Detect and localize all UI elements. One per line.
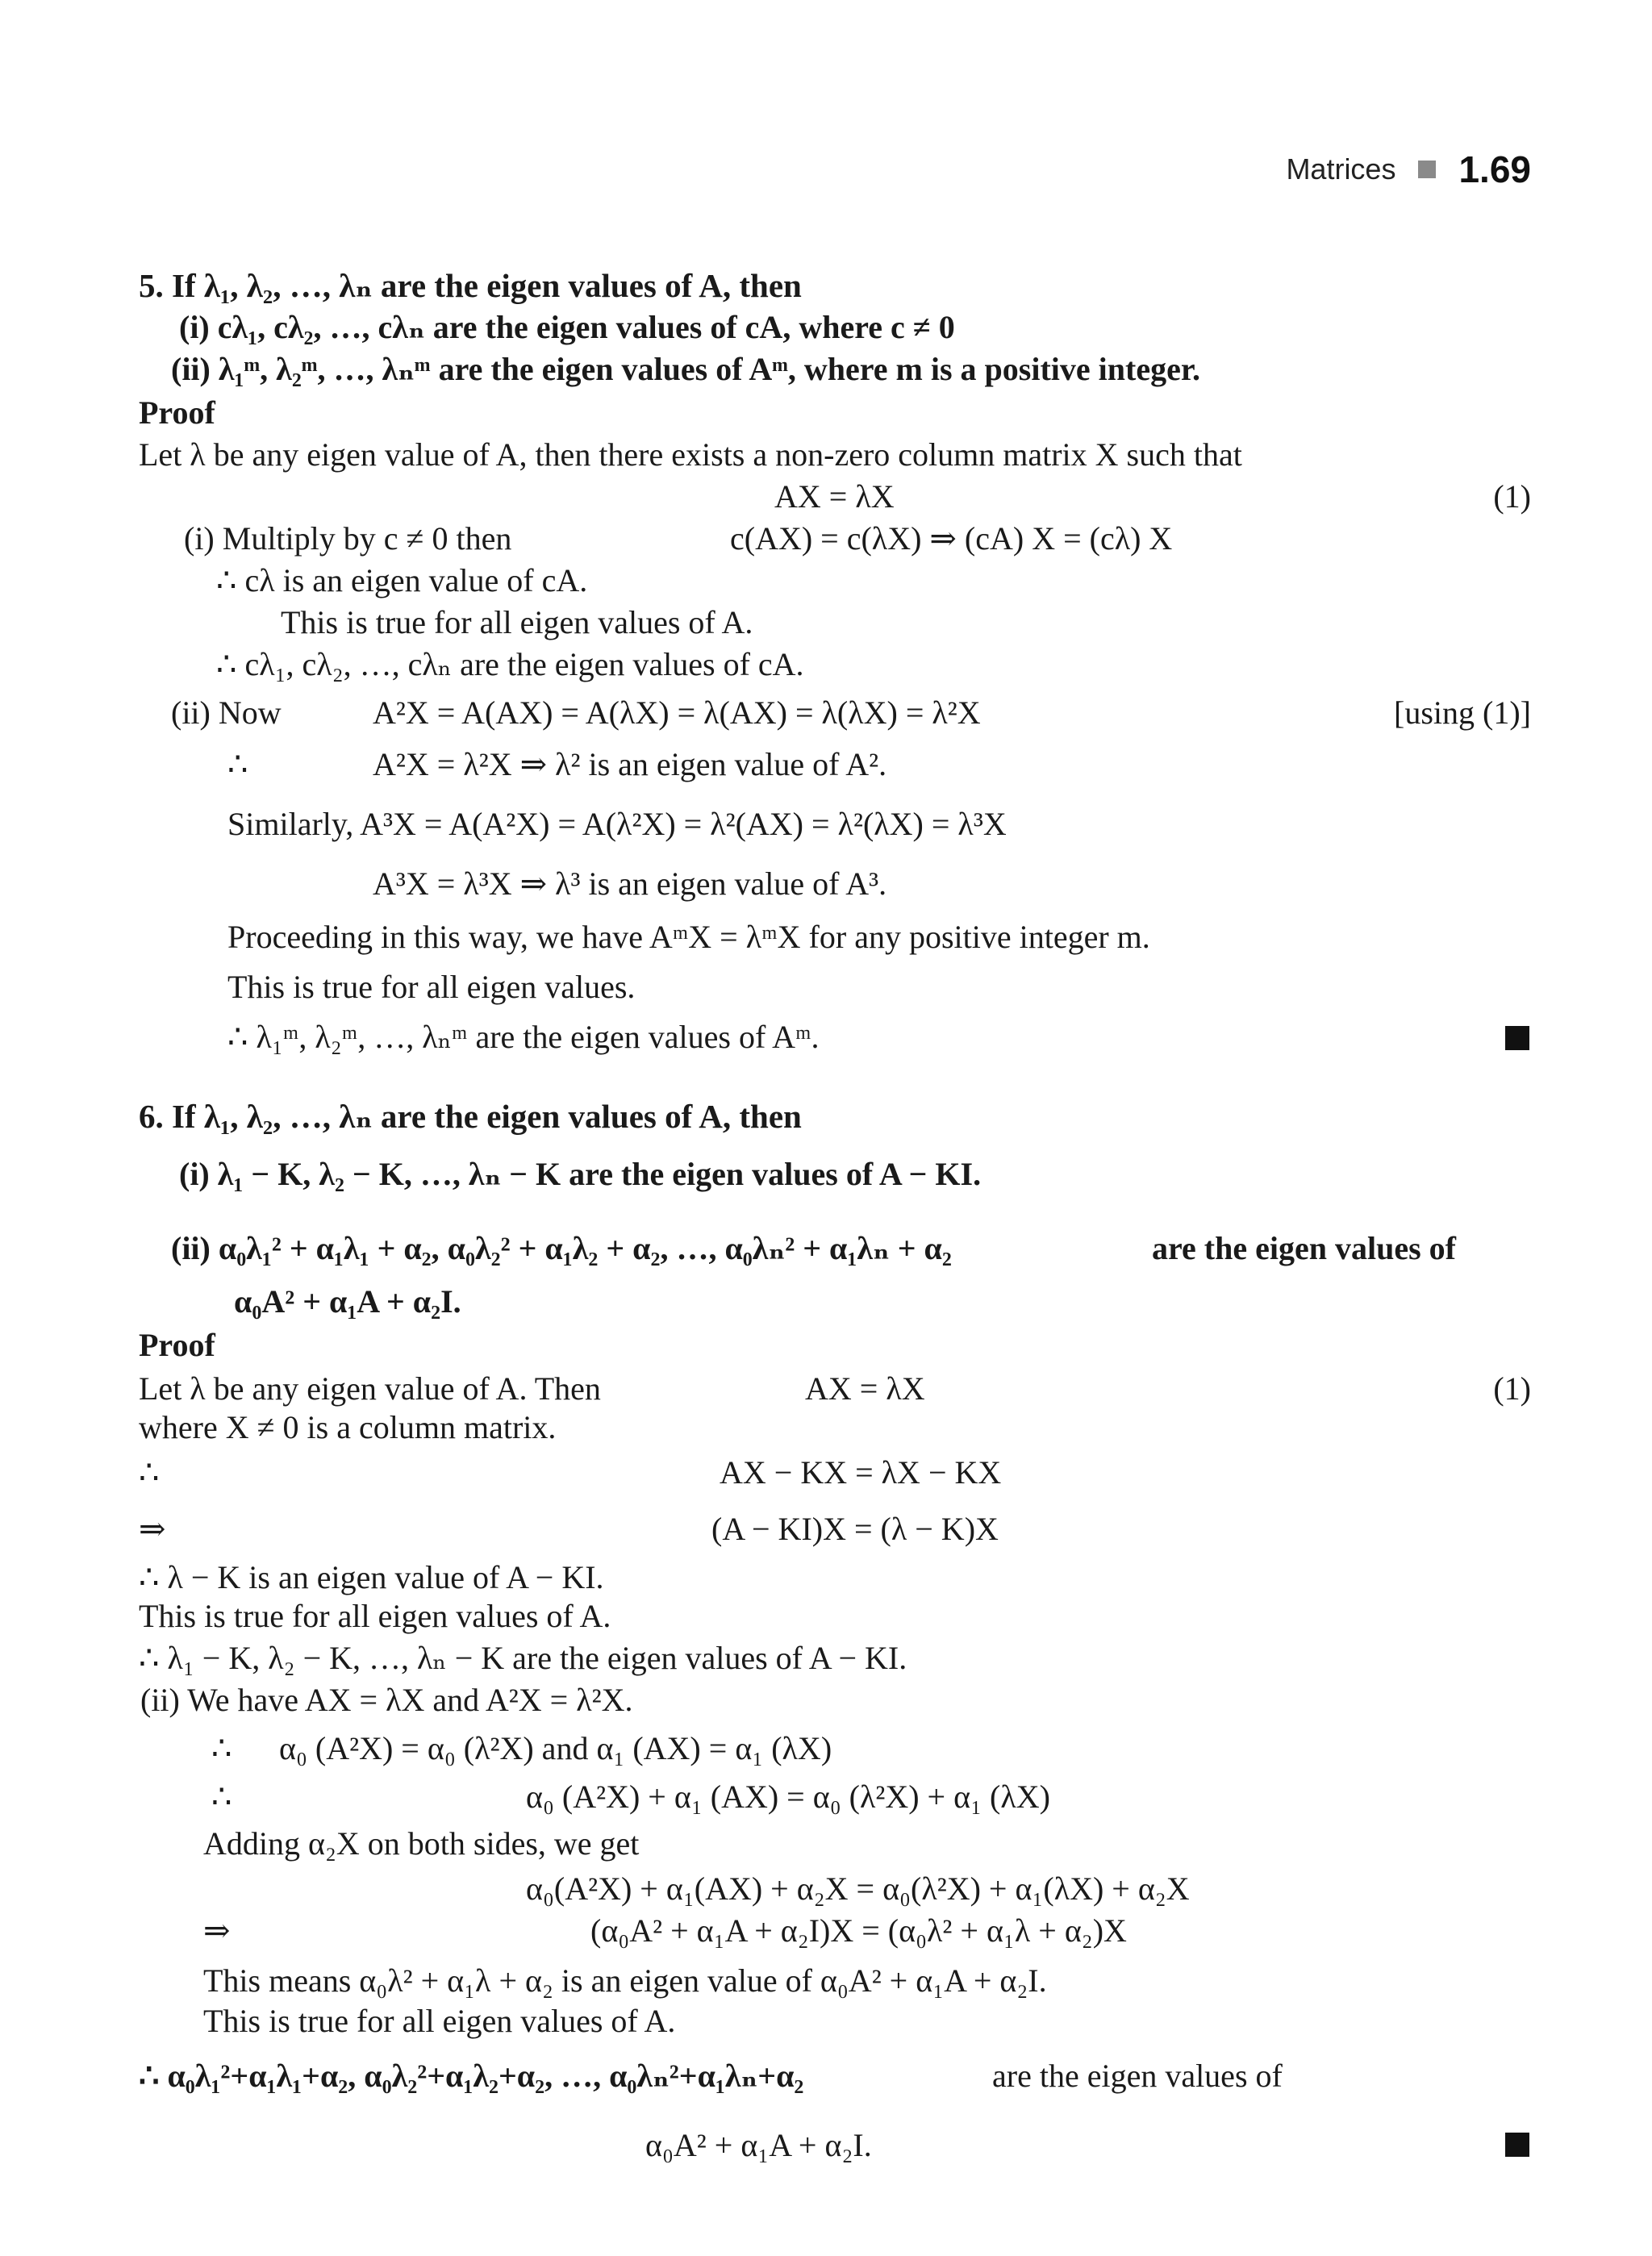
polynomial-eigen-statement: This means α₀λ² + α₁λ + α₂ is an eigen value of α₀A² + α₁A + α₂I.	[203, 1962, 1047, 1999]
proof-heading-6: Proof	[139, 1327, 215, 1363]
page-number: 1.69	[1458, 148, 1531, 190]
part-ii-square-equation: A²X = A(AX) = A(λX) = λ(AX) = λ(λX) = λ²X	[373, 694, 981, 731]
shift-equation: AX − KX = λX − KX	[720, 1454, 1002, 1491]
polynomial-matrix-equation: (α₀A² + α₁A + α₂I)X = (α₀λ² + α₁λ + α₂)X	[590, 1912, 1127, 1949]
implies-symbol: ⇒	[139, 1511, 166, 1547]
part-i-multiply-label: (i) Multiply by c ≠ 0 then	[184, 520, 512, 557]
polynomial-true-all: This is true for all eigen values of A.	[203, 2003, 676, 2039]
running-header	[1286, 145, 1531, 194]
final-tail: are the eigen values of	[992, 2058, 1283, 2094]
property-6-part-ii-tail: are the eigen values of	[1152, 1230, 1456, 1266]
property-5-statement: 5. If λ₁, λ₂, …, λₙ are the eigen values of A, then	[139, 267, 802, 304]
end-of-proof-icon	[1505, 1026, 1529, 1050]
true-all-eigen: This is true for all eigen values.	[227, 969, 636, 1005]
sum-equation: α₀ (A²X) + α₁ (AX) = α₀ (λ²X) + α₁ (λX)	[526, 1779, 1050, 1815]
scaled-equations: α₀ (A²X) = α₀ (λ²X) and α₁ (AX) = α₁ (λX)	[279, 1730, 832, 1766]
shifted-matrix-equation: (A − KI)X = (λ − K)X	[711, 1511, 999, 1547]
therefore-symbol: ∴	[227, 746, 248, 782]
power-conclusion: ∴ λ₁ᵐ, λ₂ᵐ, …, λₙᵐ are the eigen values of Aᵐ.	[227, 1019, 820, 1055]
property-6-statement: 6. If λ₁, λ₂, …, λₙ are the eigen values of A, then	[139, 1098, 802, 1135]
property-6-part-i: (i) λ₁ − K, λ₂ − K, …, λₙ − K are the eigen values of A − KI.	[179, 1156, 982, 1192]
chapter-title: Matrices	[1286, 152, 1396, 186]
property-5-part-i: (i) cλ₁, cλ₂, …, cλₙ are the eigen values of cA, where c ≠ 0	[179, 309, 955, 345]
end-of-proof-icon-2	[1505, 2133, 1529, 2157]
cube-eigen-conclusion: A³X = λ³X ⇒ λ³ is an eigen value of A³.	[373, 865, 887, 902]
proceeding-statement: Proceeding in this way, we have AᵐX = λᵐX for any positive integer m.	[227, 919, 1150, 955]
equation-1b: AX = λX	[805, 1370, 925, 1407]
equation-1b-tag: (1)	[1493, 1370, 1531, 1407]
implies-symbol-2: ⇒	[203, 1912, 231, 1949]
part-ii-now-label: (ii) Now	[171, 694, 282, 731]
part-i-multiply-equation: c(AX) = c(λX) ⇒ (cA) X = (cλ) X	[730, 520, 1173, 557]
equation-1-tag: (1)	[1493, 478, 1531, 515]
separator-square-icon	[1418, 161, 1436, 178]
full-sum-equation: α₀(A²X) + α₁(AX) + α₂X = α₀(λ²X) + α₁(λX) + α₂X	[526, 1870, 1190, 1907]
proof-6-intro: Let λ be any eigen value of A. Then	[139, 1370, 601, 1407]
therefore-symbol-6: ∴	[139, 1454, 160, 1491]
adding-statement: Adding α₂X on both sides, we get	[203, 1825, 640, 1862]
shift-final: ∴ λ₁ − K, λ₂ − K, …, λₙ − K are the eigen values of A − KI.	[139, 1640, 907, 1676]
shift-true-all: This is true for all eigen values of A.	[139, 1598, 611, 1634]
cube-equation: Similarly, A³X = A(A²X) = A(λ²X) = λ²(AX) = λ²(λX) = λ³X	[227, 806, 1007, 842]
therefore-symbol-6c: ∴	[211, 1779, 232, 1815]
column-matrix-note: where X ≠ 0 is a column matrix.	[139, 1409, 557, 1445]
shift-conclusion: ∴ λ − K is an eigen value of A − KI.	[139, 1559, 604, 1595]
statement-true-all: This is true for all eigen values of A.	[281, 604, 753, 640]
final-polynomial-values: ∴ α₀λ₁²+α₁λ₁+α₂, α₀λ₂²+α₁λ₂+α₂, …, α₀λₙ²+α₁λₙ+α₂	[139, 2058, 804, 2094]
proof-heading-5: Proof	[139, 394, 215, 431]
property-6-matrix-poly: α₀A² + α₁A + α₂I.	[234, 1283, 461, 1320]
property-6-part-ii: (ii) α₀λ₁² + α₁λ₁ + α₂, α₀λ₂² + α₁λ₂ + α₂, …, α₀λₙ² + α₁λₙ + α₂	[171, 1230, 952, 1266]
square-eigen-conclusion: A²X = λ²X ⇒ λ² is an eigen value of A².	[373, 746, 887, 782]
therefore-symbol-6b: ∴	[211, 1730, 232, 1766]
equation-1: AX = λX	[774, 478, 895, 515]
property-5-part-ii: (ii) λ₁ᵐ, λ₂ᵐ, …, λₙᵐ are the eigen values of Aᵐ, where m is a positive integer.	[171, 351, 1200, 387]
conclusion-c-lambdas: ∴ cλ₁, cλ₂, …, cλₙ are the eigen values of cA.	[216, 646, 804, 682]
using-1-tag: [using (1)]	[1394, 694, 1531, 731]
conclusion-c-lambda: ∴ cλ is an eigen value of cA.	[216, 562, 588, 598]
proof-5-intro: Let λ be any eigen value of A, then there exists a non-zero column matrix X such that	[139, 436, 1242, 473]
part-ii-we-have: (ii) We have AX = λX and A²X = λ²X.	[140, 1682, 633, 1718]
final-matrix-polynomial: α₀A² + α₁A + α₂I.	[645, 2127, 872, 2163]
